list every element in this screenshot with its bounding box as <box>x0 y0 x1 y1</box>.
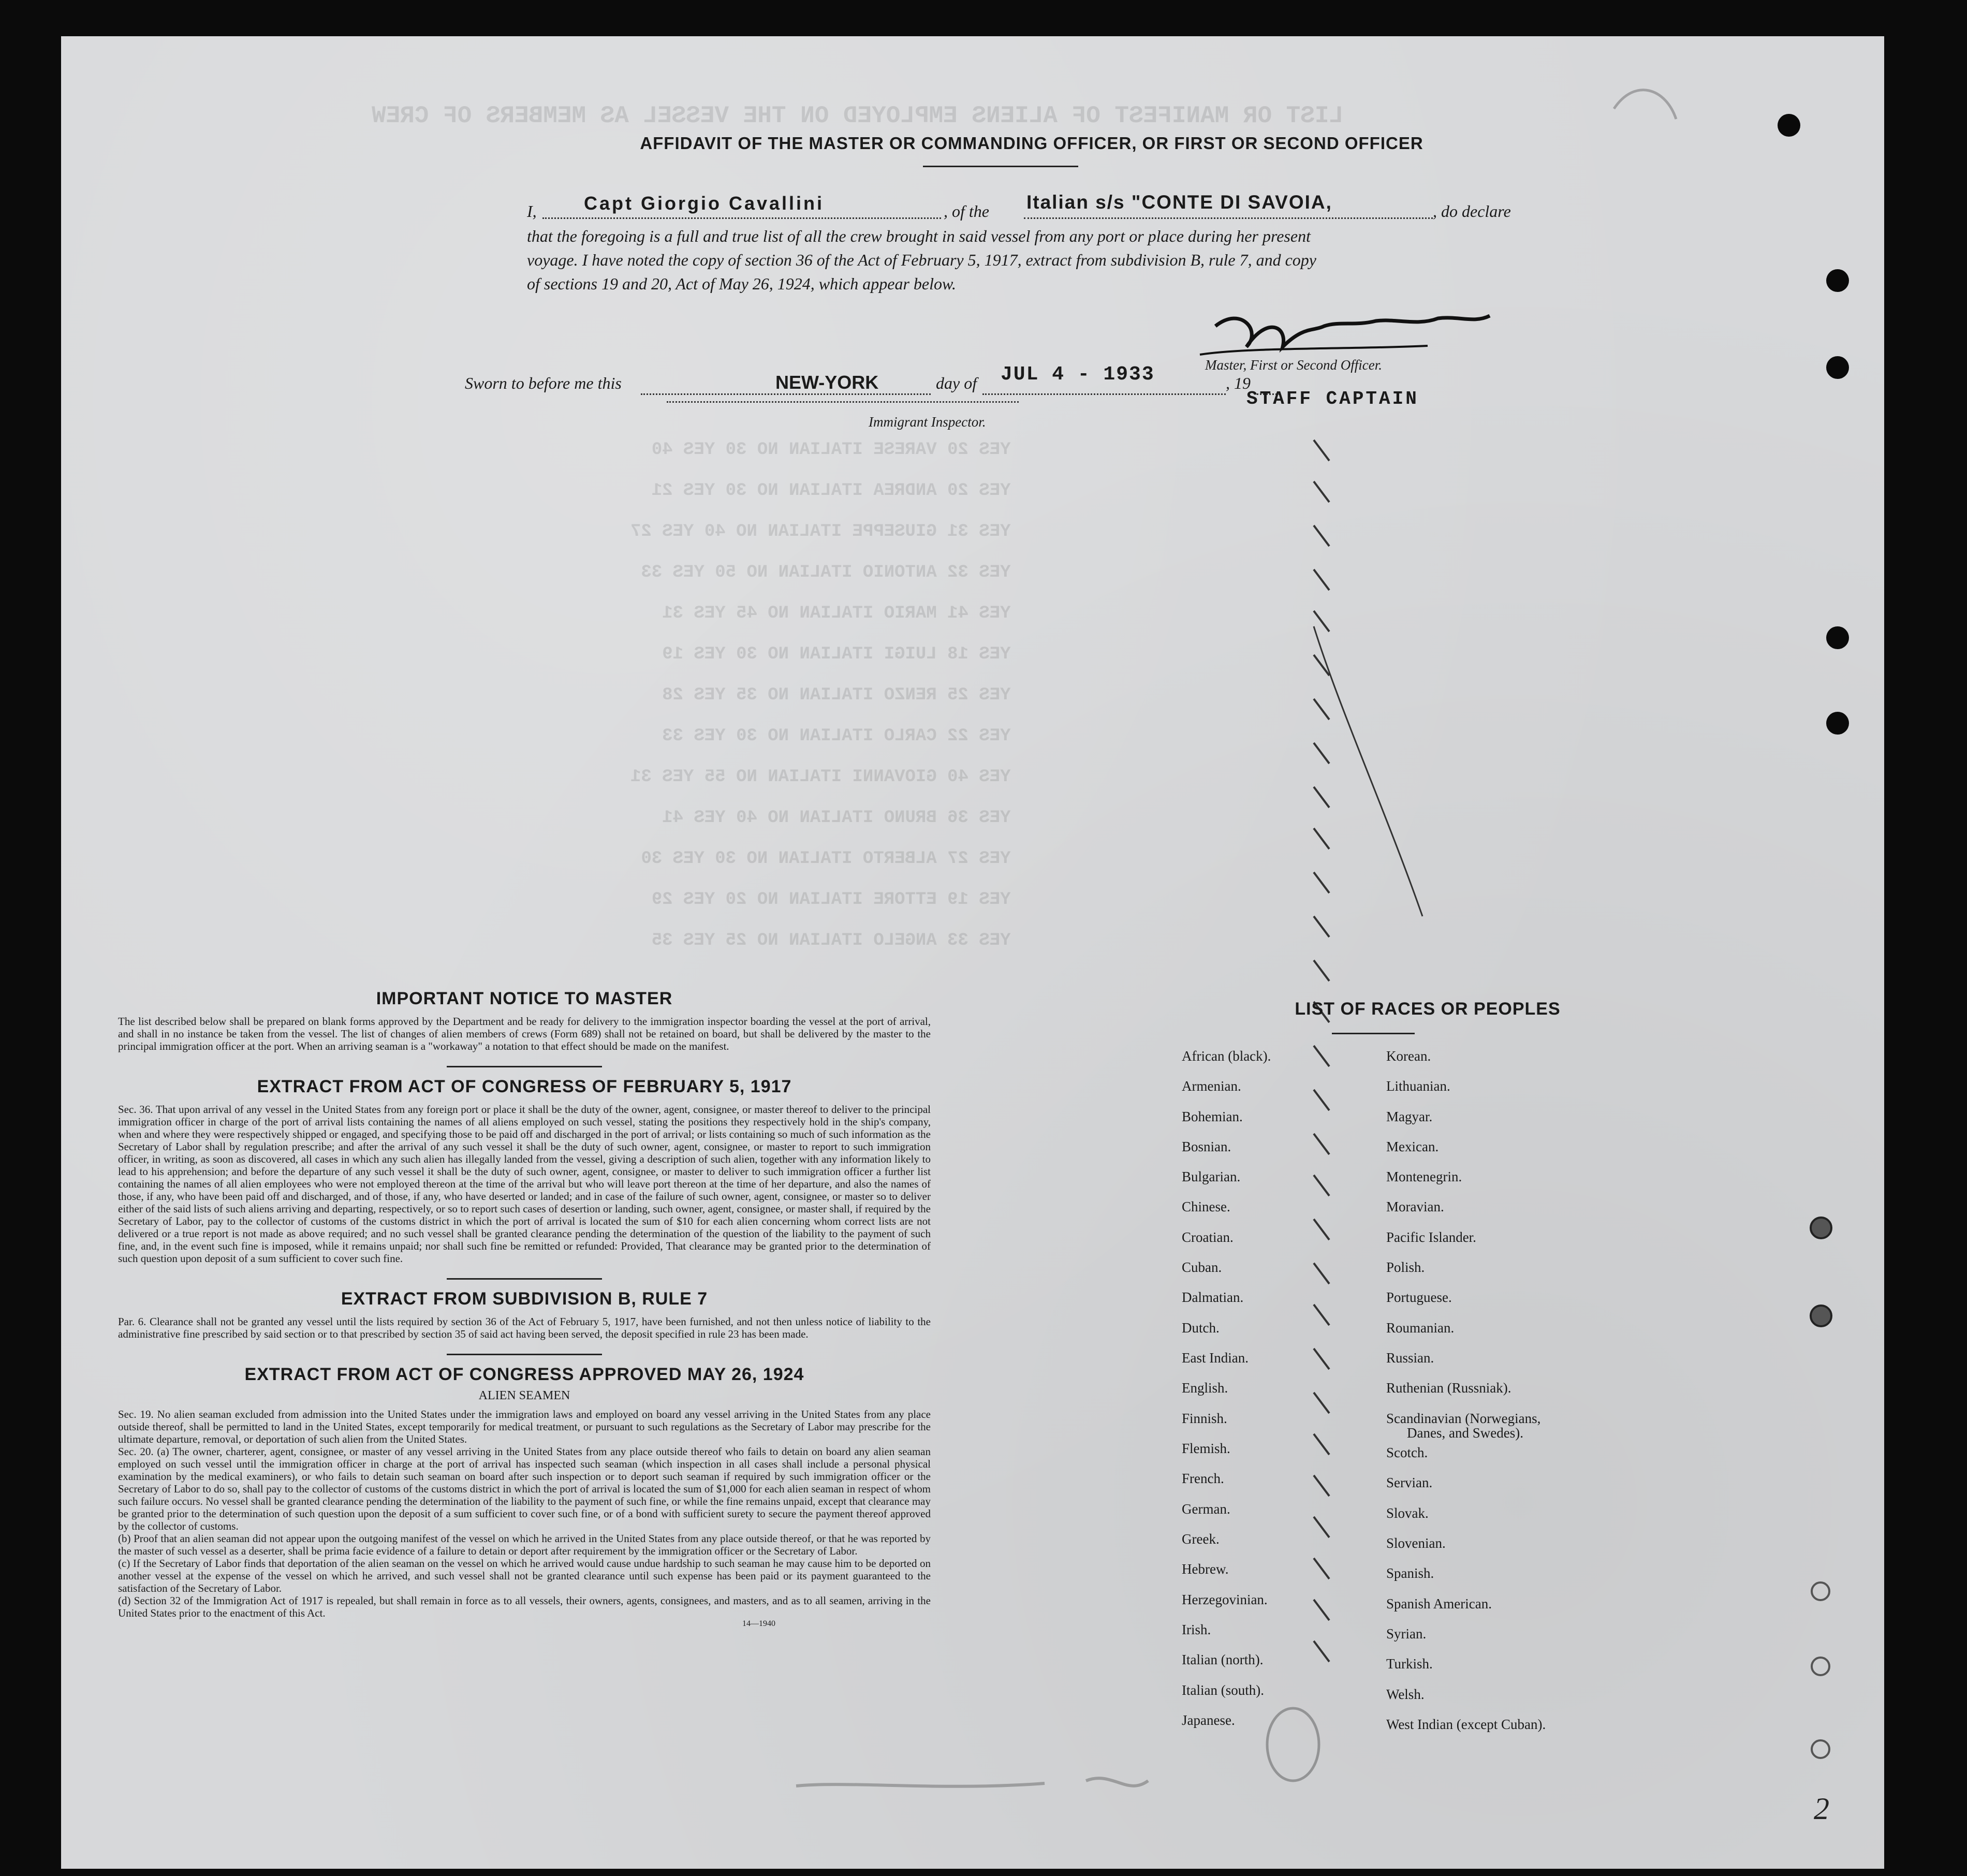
affidavit-line-3: of sections 19 and 20, Act of May 26, 1924, which appear below. <box>527 274 956 293</box>
race-item: Moravian. <box>1386 1199 1444 1214</box>
race-item: Bulgarian. <box>1182 1169 1241 1184</box>
race-item: Turkish. <box>1386 1656 1433 1672</box>
race-item: East Indian. <box>1182 1350 1249 1366</box>
race-item: Welsh. <box>1386 1687 1425 1702</box>
race-item: Dalmatian. <box>1182 1289 1244 1305</box>
race-item: English. <box>1182 1380 1228 1396</box>
blank-line <box>641 393 931 395</box>
race-item: Croatian. <box>1182 1229 1234 1245</box>
faint-handwriting <box>796 1778 1148 1786</box>
race-item: Japanese. <box>1182 1712 1235 1728</box>
races-title: LIST OF RACES OR PEOPLES <box>1295 999 1561 1019</box>
race-item: Cuban. <box>1182 1259 1222 1275</box>
race-item: Portuguese. <box>1386 1289 1452 1305</box>
margin-mark: 2 <box>1814 1792 1829 1826</box>
race-item: Magyar. <box>1386 1109 1433 1124</box>
race-item: Slovak. <box>1386 1505 1429 1521</box>
race-item: Bohemian. <box>1182 1109 1243 1124</box>
race-item: Dutch. <box>1182 1320 1220 1336</box>
sec20d-body: (d) Section 32 of the Immigration Act of 1917 is repealed, but shall remain in force as to all vessels, their owners, agents, consignees, and masters, and as to all seamen, arriving in the United States prior to the enactment of this Act. <box>118 1594 931 1619</box>
race-item: Irish. <box>1182 1622 1211 1637</box>
race-item: Herzegovinian. <box>1182 1592 1268 1607</box>
day-of-label: day of <box>936 374 977 392</box>
affidavit-line-1: that the foregoing is a full and true list of all the crew brought in said vessel from any port or place during her present <box>527 227 1311 245</box>
legal-notices <box>118 989 931 1629</box>
race-item: Bosnian. <box>1182 1139 1231 1154</box>
staff-captain-stamp: STAFF CAPTAIN <box>1246 388 1419 409</box>
blank-line <box>982 393 1226 395</box>
affidavit-pronoun: I, <box>527 202 537 221</box>
race-item: Finnish. <box>1182 1411 1227 1426</box>
race-item: Ruthenian (Russniak). <box>1386 1380 1511 1396</box>
sec20b-body: (b) Proof that an alien seaman did not appear upon the outgoing manifest of the vessel on which he arrived in the United States from any place outside thereof, or that he was reported by the master of such vessel as a deserter, shall be prima facie evidence of a failure to detain or deport after requirement by the immigration officer or the Secretary of Labor. <box>118 1532 931 1557</box>
race-item: Polish. <box>1386 1259 1425 1275</box>
race-item: Russian. <box>1386 1350 1434 1366</box>
race-item: Korean. <box>1386 1048 1431 1064</box>
race-item: Danes, and Swedes). <box>1407 1425 1523 1441</box>
sec20a-body: Sec. 20. (a) The owner, charterer, agent, consignee, or master of any vessel arriving in the United States from any place outside thereof who fails to detain on board any alien seaman employed on such vessel until the immigration officer in charge at the port of arrival has inspected such seaman (which inspection in all cases shall include a personal physical examination by the medical examiners), or who fails to detain such seaman on board after such inspection or to deport such seaman if required by such immigration officer or the Secretary of Labor to do so, shall pay to the collector of customs of the customs district in which the port of arrival is located the sum of $1,000 for each alien seaman in respect of whom such failure occurs. No vessel shall be granted clearance pending the determination of the liability to the payment of such fine, or while the fine remains unpaid, except that clearance may be granted prior to the determination of such question upon the deposit of a sum sufficient to cover such fine, or of a bond with sufficient surety to secure the payment thereof approved by the collector of customs. <box>118 1445 931 1532</box>
sworn-label: Sworn to before me this <box>465 374 622 392</box>
race-item: African (black). <box>1182 1048 1271 1064</box>
rule7-title: EXTRACT FROM SUBDIVISION B, RULE 7 <box>341 1289 708 1309</box>
divider <box>447 1354 602 1355</box>
extract-1924-title: EXTRACT FROM ACT OF CONGRESS APPROVED MAY 26, 1924 <box>244 1365 804 1384</box>
document-page <box>61 36 1884 1869</box>
race-item: Montenegrin. <box>1386 1169 1462 1184</box>
race-item: French. <box>1182 1471 1224 1486</box>
inspector-label: Immigrant Inspector. <box>869 414 986 430</box>
sworn-date-stamp: JUL 4 - 1933 <box>1001 363 1155 386</box>
race-item: Mexican. <box>1386 1139 1439 1154</box>
bleed-through-rows: YES 20 VARESE ITALIAN NO 30 YES 40 YES 20 ANDREA ITALIAN NO 30 YES 21 YES 31 GIUSEPPE ITALIAN NO 40 YES 27 YES 32 ANTONIO ITALIAN NO 50 YES 33 YES 41 MARIO ITALIAN NO 45 YES 31 YES 18 LUIGI ITALIAN NO 30 YES 19 YES 25 RENZO ITALIAN NO 35 YES 28 YES 22 CARLO ITALIAN NO 30 YES 33 YES 40 GIOVANNI ITALIAN NO 55 YES 31 YES 36 BRUNO ITALIAN NO 40 YES 41 YES 27 ALBERTO ITALIAN NO 30 YES 30 YES 19 ETTORE ITALIAN NO 20 YES 29 YES 33 ANGELO ITALIAN NO 25 YES 35 <box>630 440 1011 950</box>
race-item: Roumanian. <box>1386 1320 1455 1336</box>
race-item: Scandinavian (Norwegians, <box>1386 1411 1541 1426</box>
sec20c-body: (c) If the Secretary of Labor finds that deportation of the alien seaman on the vessel on which he arrived would cause undue hardship to such seaman he may cause him to be deported on another vessel at the expense of the vessel on which he arrived, and such vessel shall not be granted clearance until such expense has been paid or its payment guaranteed to the satisfaction of the Secretary of Labor. <box>118 1557 931 1594</box>
race-item: Pacific Islander. <box>1386 1229 1476 1245</box>
race-item: Servian. <box>1386 1475 1433 1490</box>
sworn-place: NEW-YORK <box>775 372 879 393</box>
race-item: Spanish. <box>1386 1565 1434 1581</box>
notice-title: IMPORTANT NOTICE TO MASTER <box>376 989 673 1008</box>
inspector-signature-line <box>667 401 1019 403</box>
affidavit-of-the: , of the <box>944 202 989 221</box>
officer-name: Capt Giorgio Cavallini <box>584 193 825 214</box>
race-item: Armenian. <box>1182 1078 1241 1094</box>
race-item: Syrian. <box>1386 1626 1427 1642</box>
year-prefix: , 19 <box>1226 374 1251 392</box>
master-label: Master, First or Second Officer. <box>1205 357 1382 373</box>
bleed-through-text: LIST OR MANIFEST OF ALIENS EMPLOYED ON THE VESSEL AS MEMBERS OF CREW <box>372 102 1344 129</box>
affidavit-line-2: voyage. I have noted the copy of section 36 of the Act of February 5, 1917, extract from subdivision B, rule 7, and copy <box>527 251 1316 269</box>
race-item: Italian (south). <box>1182 1682 1264 1698</box>
rule7-body: Par. 6. Clearance shall not be granted any vessel until the lists required by section 36 of the Act of February 5, 1917, have been furnished, and not then unless notice of liability to the administrative fine prescribed by said section or to that prescribed by section 35 of said act having been served, the deposit specified in rule 23 has been made. <box>118 1315 931 1340</box>
extract-1917-title: EXTRACT FROM ACT OF CONGRESS OF FEBRUARY 5, 1917 <box>257 1077 792 1096</box>
vessel-name: Italian s/s "CONTE DI SAVOIA, <box>1026 192 1332 213</box>
race-item: Chinese. <box>1182 1199 1230 1214</box>
sec19-body: Sec. 19. No alien seaman excluded from admission into the United States under the immigration laws and employed on board any vessel arriving in the United States from any place outside thereof, shall be permitted to land in the United States, except temporarily for medical treatment, or pursuant to such regulations as the Secretary of Labor may prescribe for the ultimate departure, removal, or deportation of such alien from the United States. <box>118 1408 931 1445</box>
race-item: Flemish. <box>1182 1441 1230 1456</box>
race-item: Hebrew. <box>1182 1561 1229 1577</box>
race-item: West Indian (except Cuban). <box>1386 1717 1546 1732</box>
race-item: Greek. <box>1182 1531 1220 1547</box>
race-item: Slovenian. <box>1386 1535 1446 1551</box>
master-signature <box>1215 316 1490 347</box>
extract-1917-body: Sec. 36. That upon arrival of any vessel in the United States from any foreign port or place it shall be the duty of the owner, agent, consignee, or master thereof to deliver to the principal immigration officer in charge of the port of arrival lists containing the names of all aliens employed on such vessel, stating the positions they respectively hold in the ship's company, when and where they were respectively shipped or engaged, and specifying those to be paid off and discharged in the port of arrival; or lists containing so much of such information as the Secretary of Labor shall by regulation prescribe; and after the arrival of any such vessel it shall be the duty of such owner, agent, consignee, or master to report to such immigration officer, in writing, as soon as discovered, all cases in which any such alien has illegally landed from the vessel, giving a description of such alien, together with any information likely to lead to his apprehension; and before the departure of any such vessel it shall be the duty of such owner, agent, consignee, or master to deliver to such immigration officer a further list containing the names of all alien employees who were not employed thereon at the time of the arrival but who will leave port thereon at the time of her departure, and also the names of those, if any, who have been paid off and discharged, and of those, if any, who have deserted or landed; and in case of the failure of such owner, agent, consignee, or master so to deliver either of the said lists of such aliens arriving and departing, respectively, or so to report such cases of desertion or landing, such owner, agent, consignee, or master shall, if required by the Secretary of Labor, pay to the collector of customs of the customs district in which the port of arrival is located the sum of $10 for each alien concerning whom correct lists are not delivered or a true report is not made as above required; and no such vessel shall be granted clearance pending the determination of the question of the liability to the payment of such fine, and, in the event such fine is imposed, while it remains unpaid; nor shall such fine be remitted or refunded: Provided, That clearance may be granted prior to the determination of such question upon deposit of a sum sufficient to cover such fine. <box>118 1103 931 1265</box>
faint-stamp-circle <box>1267 1708 1319 1781</box>
race-item: Italian (north). <box>1182 1652 1264 1667</box>
race-item: Lithuanian. <box>1386 1078 1450 1094</box>
race-item: German. <box>1182 1501 1230 1517</box>
divider <box>447 1278 602 1280</box>
affidavit-do-declare: , do declare <box>1433 202 1511 221</box>
form-number: 14—1940 <box>742 1619 775 1628</box>
race-item: Scotch. <box>1386 1445 1428 1460</box>
divider <box>447 1066 602 1067</box>
affidavit-title: AFFIDAVIT OF THE MASTER OR COMMANDING OFFICER, OR FIRST OR SECOND OFFICER <box>640 134 1423 153</box>
notice-body: The list described below shall be prepared on blank forms approved by the Department and be ready for delivery to the immigration inspector boarding the vessel at the port of arrival, and shall in no instance be taken from the vessel. The list of changes of alien members of crews (Form 689) shall not be retained on board, but shall be delivered by the master to the principal immigration officer at the port. When an arriving seaman is a "workaway" a notation to that effect should be made on the manifest. <box>118 1015 931 1052</box>
race-item: Spanish American. <box>1386 1596 1492 1611</box>
extract-1924-subtitle: ALIEN SEAMEN <box>478 1389 570 1402</box>
divider <box>1332 1033 1415 1034</box>
